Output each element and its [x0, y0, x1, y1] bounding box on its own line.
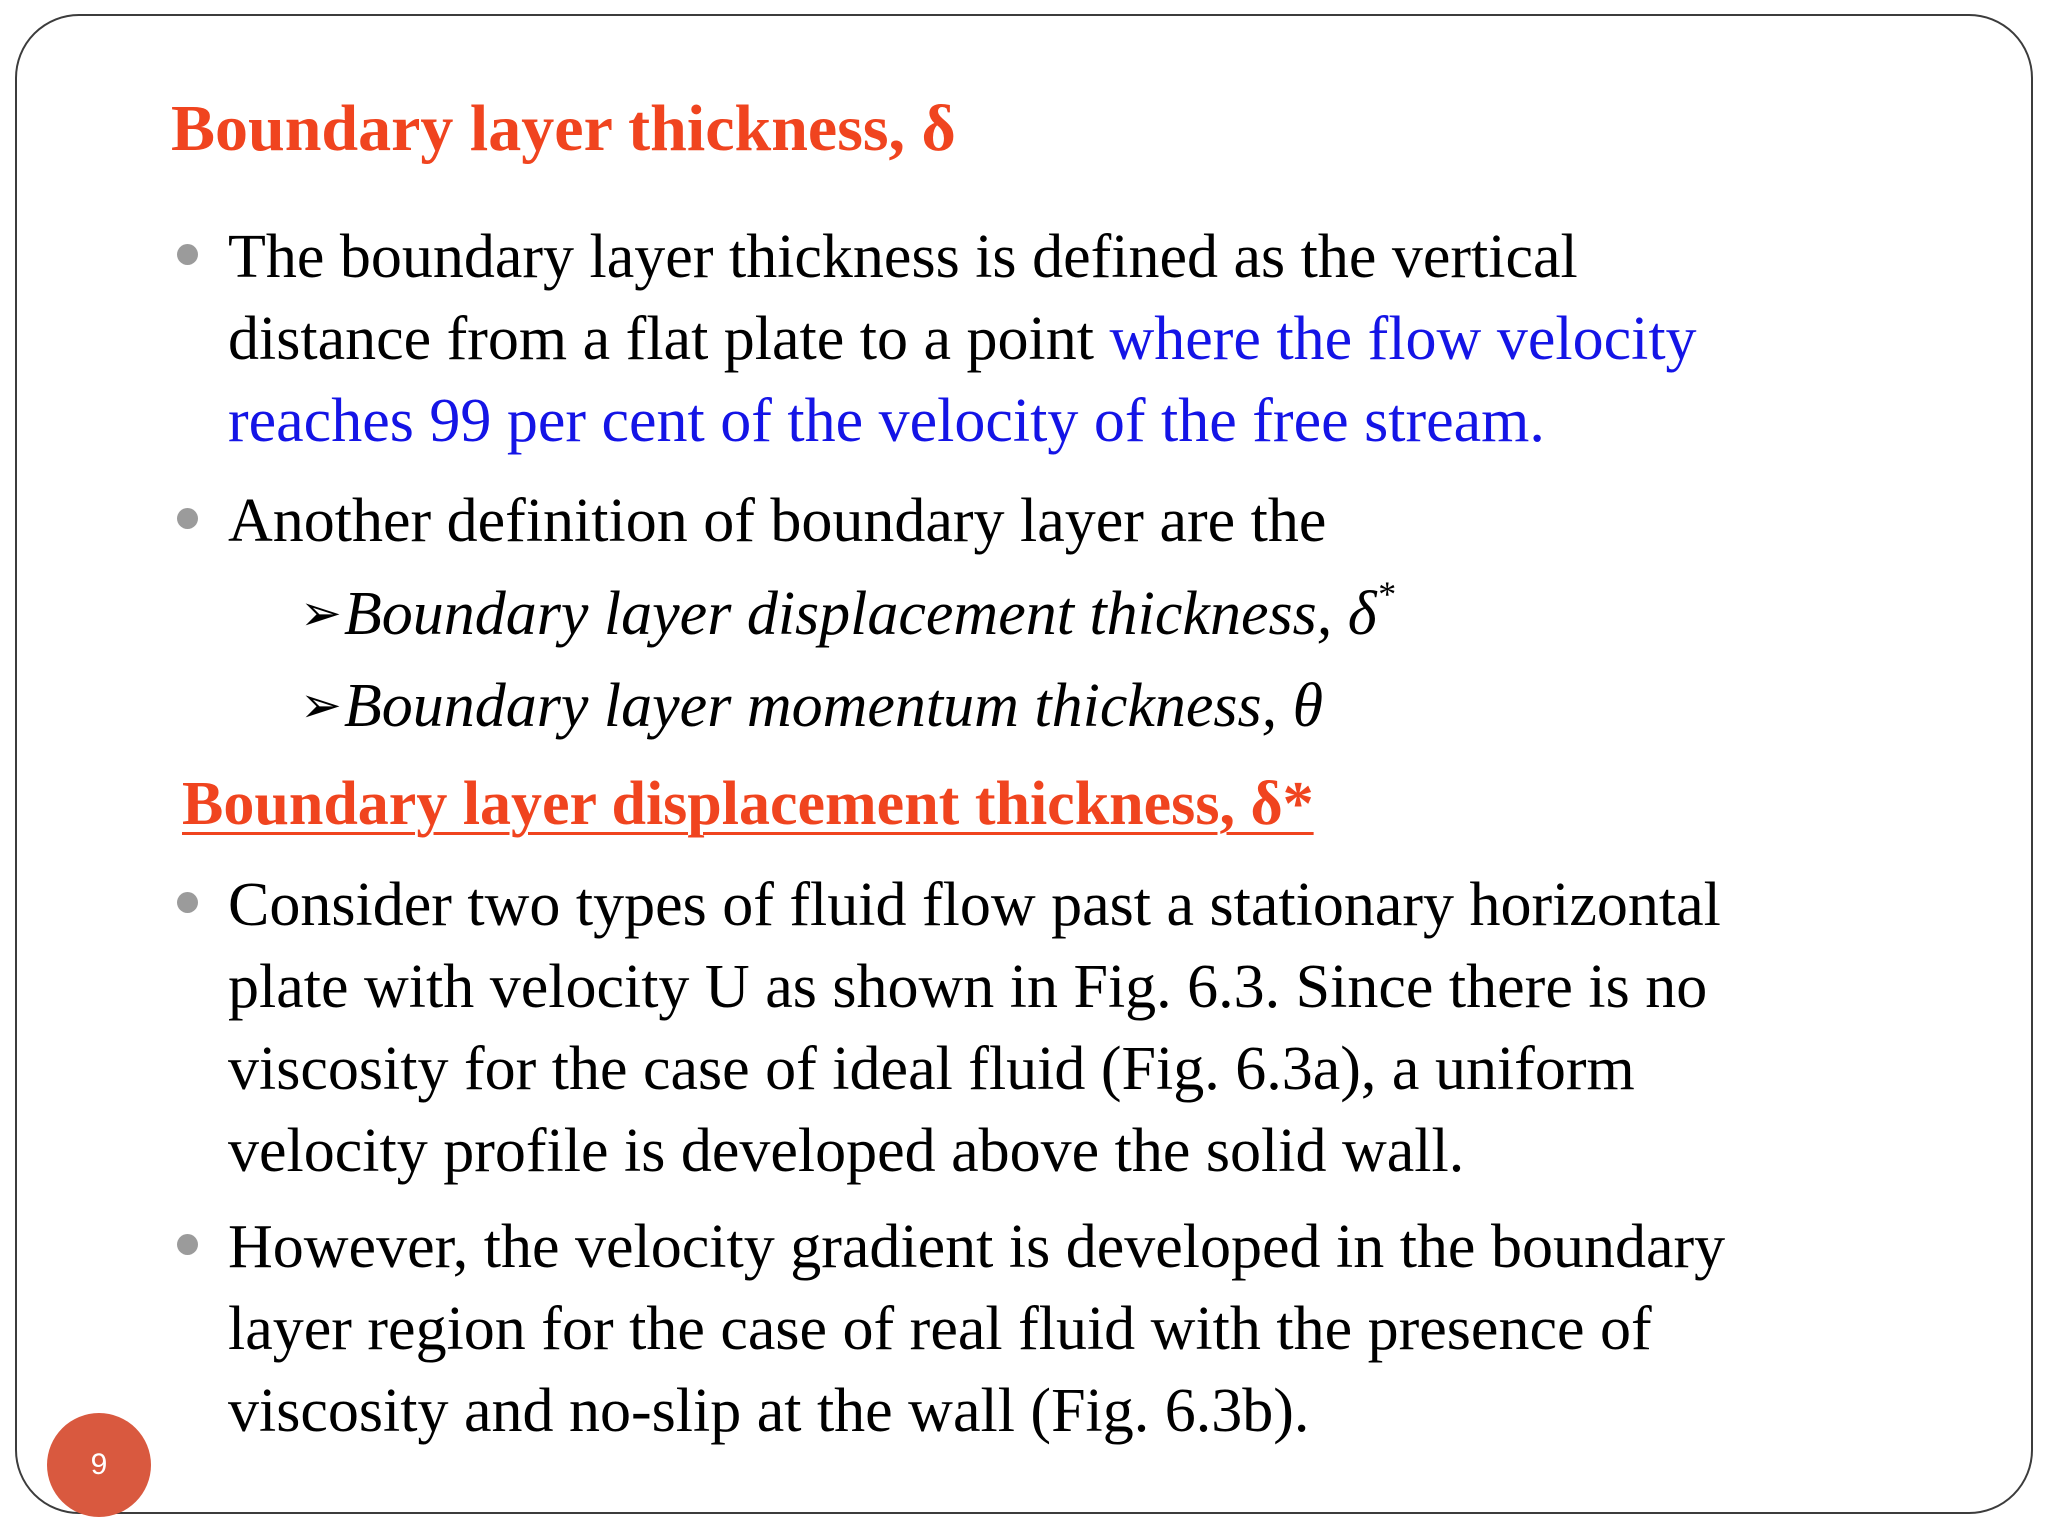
sub-item-momentum: [300, 664, 1323, 747]
sub-item-displacement: [300, 572, 1395, 655]
arrow-bullet-icon: ➢: [300, 585, 342, 641]
bullet1-line2-plain: distance from a flat plate to a point: [228, 305, 1110, 373]
bullet3-line1: Consider two types of fluid flow past a stationary horizontal: [228, 871, 1721, 939]
bullet4-line2: layer region for the case of real fluid with the presence of: [228, 1295, 1652, 1363]
bullet4-line3: viscosity and no-slip at the wall (Fig. 6.3b).: [228, 1377, 1310, 1445]
bullet1-line2: [228, 298, 1697, 380]
bullet1-line1: The boundary layer thickness is defined as the vertical: [228, 223, 1578, 291]
bullet1-line2-highlight: where the flow velocity: [1109, 305, 1697, 373]
bullet-dot-3: [177, 892, 198, 913]
bullet3-line4: velocity profile is developed above the solid wall.: [228, 1117, 1465, 1185]
section-heading-displacement: Boundary layer displacement thickness, δ*: [182, 770, 1314, 838]
bullet-dot-4: [177, 1234, 198, 1255]
bullet1-line3-highlight: reaches 99 per cent of the velocity of the free stream.: [228, 387, 1545, 455]
bullet-dot-1: [177, 244, 198, 265]
bullet-dot-2: [177, 508, 198, 529]
slide-title: Boundary layer thickness, δ: [171, 92, 956, 165]
slide: [15, 14, 2033, 1514]
sub-item-displacement-sup: *: [1376, 574, 1395, 614]
bullet3-line3: viscosity for the case of ideal fluid (Fig. 6.3a), a uniform: [228, 1035, 1635, 1103]
bullet2-line1: Another definition of boundary layer are the: [228, 487, 1327, 555]
bullet4-line1: However, the velocity gradient is developed in the boundary: [228, 1213, 1726, 1281]
sub-item-momentum-text: Boundary layer momentum thickness, θ: [343, 672, 1324, 740]
arrow-bullet-icon: ➢: [300, 677, 342, 733]
sub-item-displacement-text: Boundary layer displacement thickness, δ: [343, 580, 1377, 648]
page-number-badge: 9: [47, 1413, 151, 1517]
bullet3-line2: plate with velocity U as shown in Fig. 6.3. Since there is no: [228, 953, 1708, 1021]
